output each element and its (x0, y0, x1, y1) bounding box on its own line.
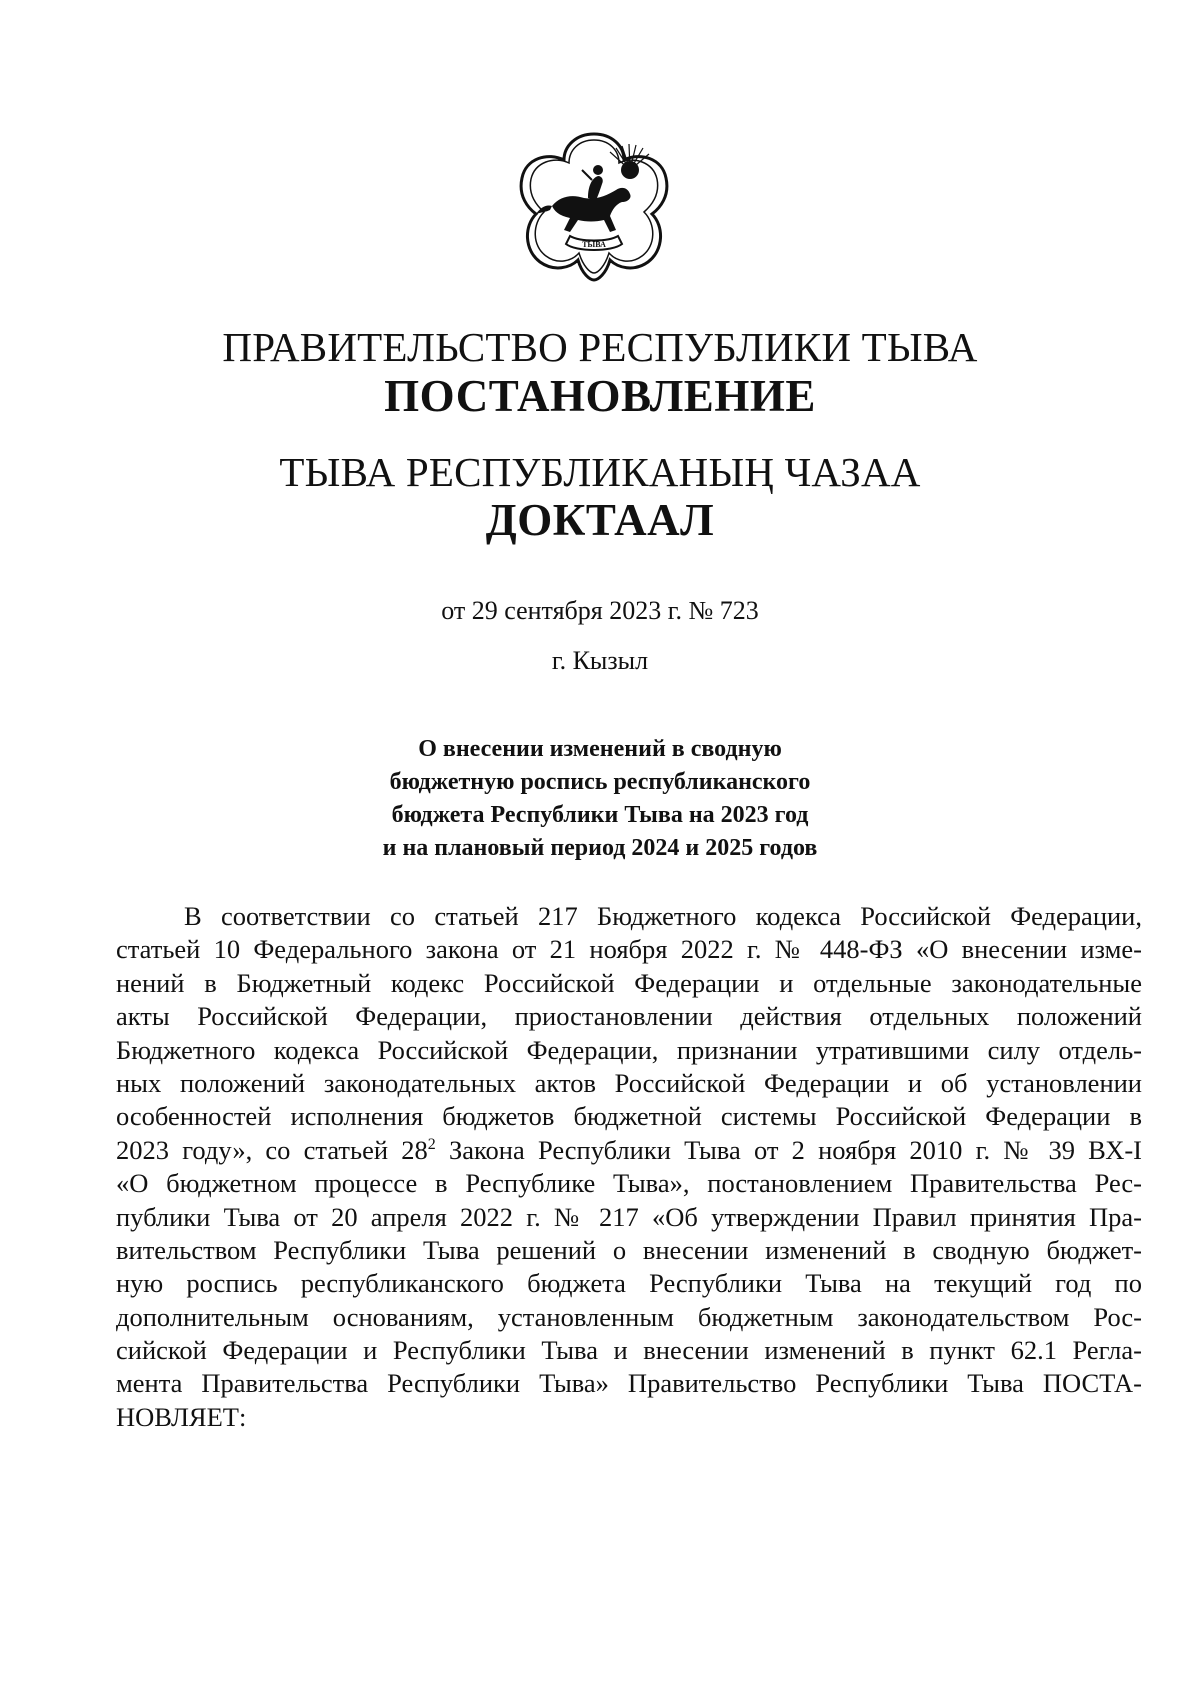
subject-line: бюджета Республики Тыва на 2023 год (391, 802, 809, 828)
government-title-ru: ПРАВИТЕЛЬСТВО РЕСПУБЛИКИ ТЫВА (222, 324, 978, 370)
body-line: публики Тыва от 20 апреля 2022 г. № 217 «Об утверждении Правил принятия Пра- (116, 1201, 1142, 1232)
body-line: В соответствии со статьей 217 Бюджетного кодекса Российской Федерации, (184, 901, 1142, 931)
body-line: ную роспись республиканского бюджета Республики Тыва на текущий год по (116, 1268, 1142, 1299)
subject-line: и на плановый период 2024 и 2025 годов (382, 835, 818, 861)
article-superscript: 2 (427, 1135, 436, 1153)
body-line: Бюджетного кодекса Российской Федерации, признании утратившими силу отдель- (116, 1034, 1142, 1065)
body-line-with-superscript (116, 1134, 1142, 1167)
body-line: ных положений законодательных актов Российской Федерации и об установлении (116, 1067, 1142, 1098)
decree-type-tyv: ДОКТААЛ (485, 495, 715, 545)
body-line: мента Правительства Республики Тыва» Правительство Республики Тыва ПОСТА- (116, 1368, 1142, 1399)
decree-city: г. Кызыл (551, 646, 649, 675)
subject-line: О внесении изменений в сводную (418, 736, 782, 762)
body-line: вительством Республики Тыва решений о внесении изменений в сводную бюджет- (116, 1234, 1142, 1265)
body-line: сийской Федерации и Республики Тыва и внесении изменений в пункт 62.1 Регла- (116, 1335, 1142, 1366)
body-line: НОВЛЯЕТ: (116, 1401, 247, 1432)
body-line: «О бюджетном процессе в Республике Тыва», постановлением Правительства Рес- (116, 1168, 1142, 1199)
subject-line: бюджетную роспись республиканского (389, 769, 811, 795)
decree-type-ru: ПОСТАНОВЛЕНИЕ (384, 371, 816, 421)
body-line: статьей 10 Федерального закона от 21 ноября 2022 г. № 448-ФЗ «О внесении изме- (116, 934, 1142, 965)
decree-body-paragraph (116, 900, 1142, 1434)
body-line-rest: Закона Республики Тыва от 2 ноября 2010 г. № 39 ВХ-I (435, 1134, 1142, 1165)
body-line: нений в Бюджетный кодекс Российской Федерации и отдельные законодательные (116, 967, 1142, 998)
body-line: акты Российской Федерации, приостановлении действия отдельных положений (116, 1001, 1142, 1032)
decree-subject (0, 733, 1200, 865)
body-line-start: 2023 году», со статьей 28 (116, 1134, 428, 1165)
tuva-coat-of-arms-icon (512, 126, 676, 286)
emblem-banner-text: ТЫВА (582, 240, 606, 249)
government-title-tyv: ТЫВА РЕСПУБЛИКАНЫҢ ЧАЗАА (279, 449, 921, 495)
body-line: особенностей исполнения бюджетов бюджетной системы Российской Федерации в (116, 1101, 1142, 1132)
decree-date-number: от 29 сентября 2023 г. № 723 (441, 596, 759, 625)
body-line: дополнительным основаниям, установленным бюджетным законодательством Рос- (116, 1301, 1142, 1332)
